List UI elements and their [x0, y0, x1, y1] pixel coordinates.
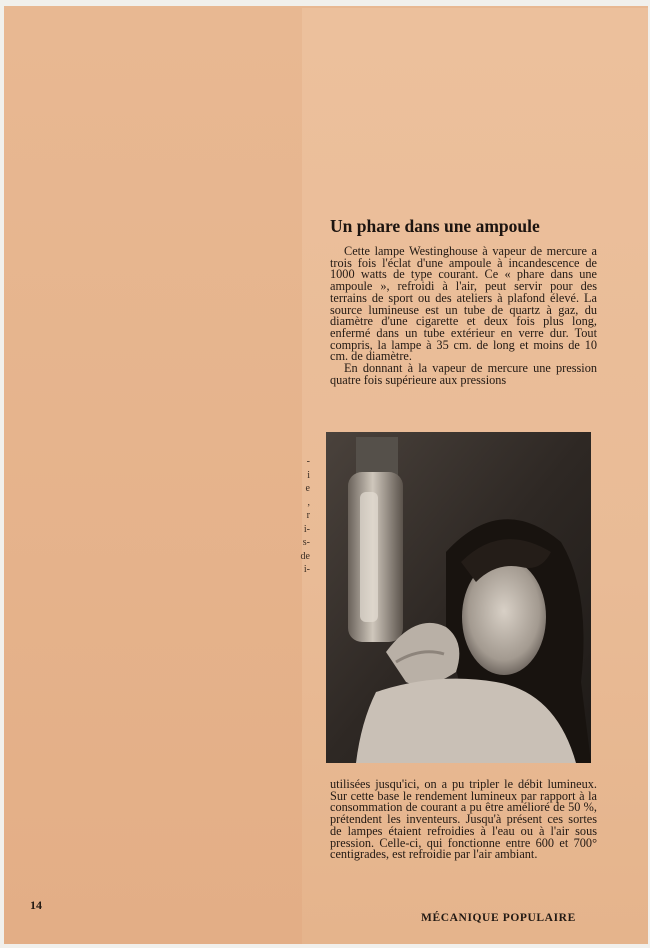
article-photo — [326, 432, 591, 763]
bleed-line: , — [307, 496, 310, 508]
page-number: 14 — [30, 898, 42, 912]
article-paragraph-3: utilisées jusqu'ici, on a pu tripler le débit lumineux. Sur cette base le rendement lumineux par rapport à la consommation de courant a pu être amélioré de 50 %, prétendent les inventeurs. Jusqu'à présent ces sortes de lampes étaient refroidies à l'eau ou à l'air sous pression. Celle-ci, qui fonctionne entre 600 et 700° centigrades, est refroidie par l'air ambiant. — [330, 777, 597, 862]
bleed-line: e — [305, 483, 310, 494]
article-paragraph-2: En donnant à la vapeur de mercure une pression quatre fois supérieure aux pressions — [330, 361, 597, 387]
bleed-line: de — [300, 550, 310, 562]
article-column-bottom — [330, 779, 597, 861]
article-paragraph-1: Cette lampe Westinghouse à vapeur de mercure a trois fois l'éclat d'une ampoule à incandescence de 1000 watts de type courant. Ce « phare dans une ampoule », refroidi à l'air, peut servir pour des terrains de sport ou des ateliers à plafond élevé. La source lumineuse est un tube de quartz à gaz, du diamètre d'une cigarette et deux fois plus long, enfermé dans un tube extérieur en verre dur. Tout compris, la lampe à 35 cm. de long et moins de 10 cm. de diamètre. — [330, 244, 597, 364]
bleed-line: s- — [302, 537, 310, 548]
bleed-line: i- — [303, 564, 310, 575]
magazine-footer: MÉCANIQUE POPULAIRE — [421, 912, 576, 924]
woman-with-lamp-photo — [326, 432, 591, 763]
article-title: Un phare dans une ampoule — [330, 216, 540, 236]
bleed-line: i- — [303, 523, 310, 535]
bleed-line: i — [307, 469, 310, 481]
article-column-top — [330, 246, 597, 386]
bleed-line: - — [306, 456, 310, 467]
bleed-line: r — [306, 510, 310, 521]
adjacent-column-fragment — [296, 455, 310, 577]
